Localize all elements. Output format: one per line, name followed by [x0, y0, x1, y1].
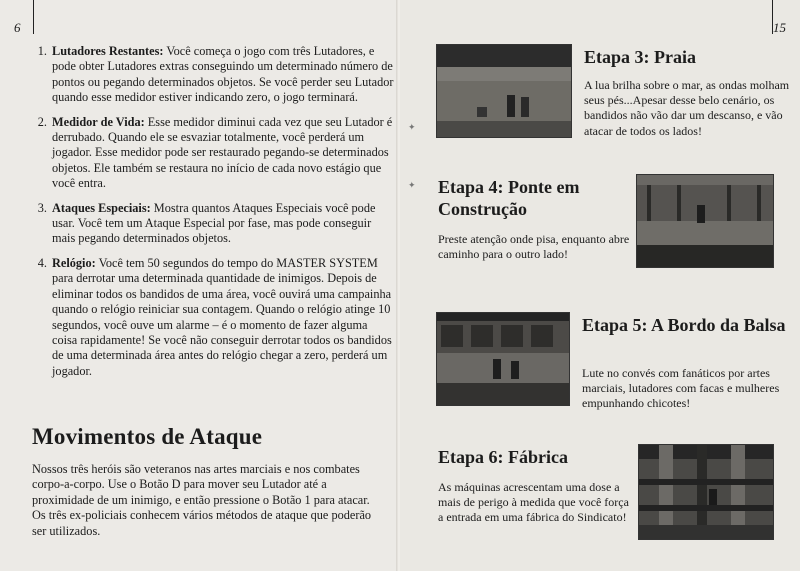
list-item: [50, 256, 394, 379]
margin-mark: ✦: [408, 122, 416, 132]
stage-3-screenshot: [436, 44, 572, 138]
margin-rule: [772, 0, 773, 34]
left-page: [0, 0, 398, 571]
stage-4-text: Preste atenção onde pisa, enquanto abre caminho para o outro lado!: [438, 232, 630, 262]
stage-3-text: A lua brilha sobre o mar, as ondas molham seus pés...Apesar desse belo cenário, os bandidos não vão dar um descanso, e vão atacar de todos os lados!: [584, 78, 790, 138]
stage-5-screenshot: [436, 312, 570, 406]
stage-4-title: Etapa 4: Ponte em Construção: [438, 177, 580, 219]
section-heading: Movimentos de Ataque: [32, 424, 263, 449]
right-page: [400, 0, 800, 571]
stage-6-title: Etapa 6: Fábrica: [438, 447, 568, 467]
item-term: Relógio:: [52, 255, 96, 270]
page-number-left: 6: [14, 20, 21, 35]
item-text: Esse medidor diminui cada vez que seu Lutador é derrubado. Quando ele se esvaziar totalmente, você perderá um jogador. Esse medidor pode ser restaurado pegando-se determinados objetos. Ele também se restaura no início de cada novo estágio que você entra.: [52, 114, 393, 191]
list-item: [50, 44, 394, 106]
item-text: Você tem 50 segundos do tempo do MASTER SYSTEM para derrotar uma determinada quantidade de inimigos. Depois de eliminar todos os bandidos de uma área, você ouvirá uma campainha quando o relógio reiniciar sua contagem. Quando o relógio atinge 10 segundos, você ouve um alarme – é o momento de fazer alguma coisa rapidamente! Se você não conseguir derrotar todos os bandidos de uma determinada área antes do relógio chegar a zero, perderá um jogador.: [52, 255, 392, 378]
page-number-right: 15: [773, 20, 786, 35]
item-text: Mostra quantos Ataques Especiais você pode usar. Você tem um Ataque Especial por fase, mas pode conseguir mais pegando determinados objetos.: [52, 200, 376, 246]
stage-3-title: Etapa 3: Praia: [584, 47, 696, 67]
stage-5-title: Etapa 5: A Bordo da Balsa: [582, 315, 786, 335]
stage-4-screenshot: [636, 174, 774, 268]
section-paragraph: Nossos três heróis são veteranos nas artes marciais e nos combates corpo-a-corpo. Use o Botão D para mover seu Lutador até a proximidade de um inimigo, e então pressione o Botão 1 para atacar. Os três ex-policiais conhecem vários métodos de ataque que poderão ser utilizados.: [32, 462, 372, 538]
hud-legend-list: [30, 44, 394, 388]
stage-5-text: Lute no convés com fanáticos por artes marciais, lutadores com facas e mulheres empunhando chicotes!: [582, 366, 780, 411]
item-term: Medidor de Vida:: [52, 114, 145, 129]
item-term: Lutadores Restantes:: [52, 44, 164, 58]
item-term: Ataques Especiais:: [52, 200, 151, 215]
stage-6-screenshot: [638, 444, 774, 540]
margin-rule: [33, 0, 34, 34]
list-item: [50, 201, 394, 247]
item-text: Você começa o jogo com três Lutadores, e pode obter Lutadores extras conseguindo um determinado número de pontos ou pegando determinados objetos. Se você perder seu Lutador quando esse medidor estiver indicando zero, o jogo terminará.: [52, 44, 394, 105]
list-item: [50, 115, 394, 192]
stage-6-text: As máquinas acrescentam uma dose a mais de perigo à medida que você força a entrada em uma fábrica do Sindicato!: [438, 480, 629, 525]
margin-mark: ✦: [408, 180, 416, 190]
